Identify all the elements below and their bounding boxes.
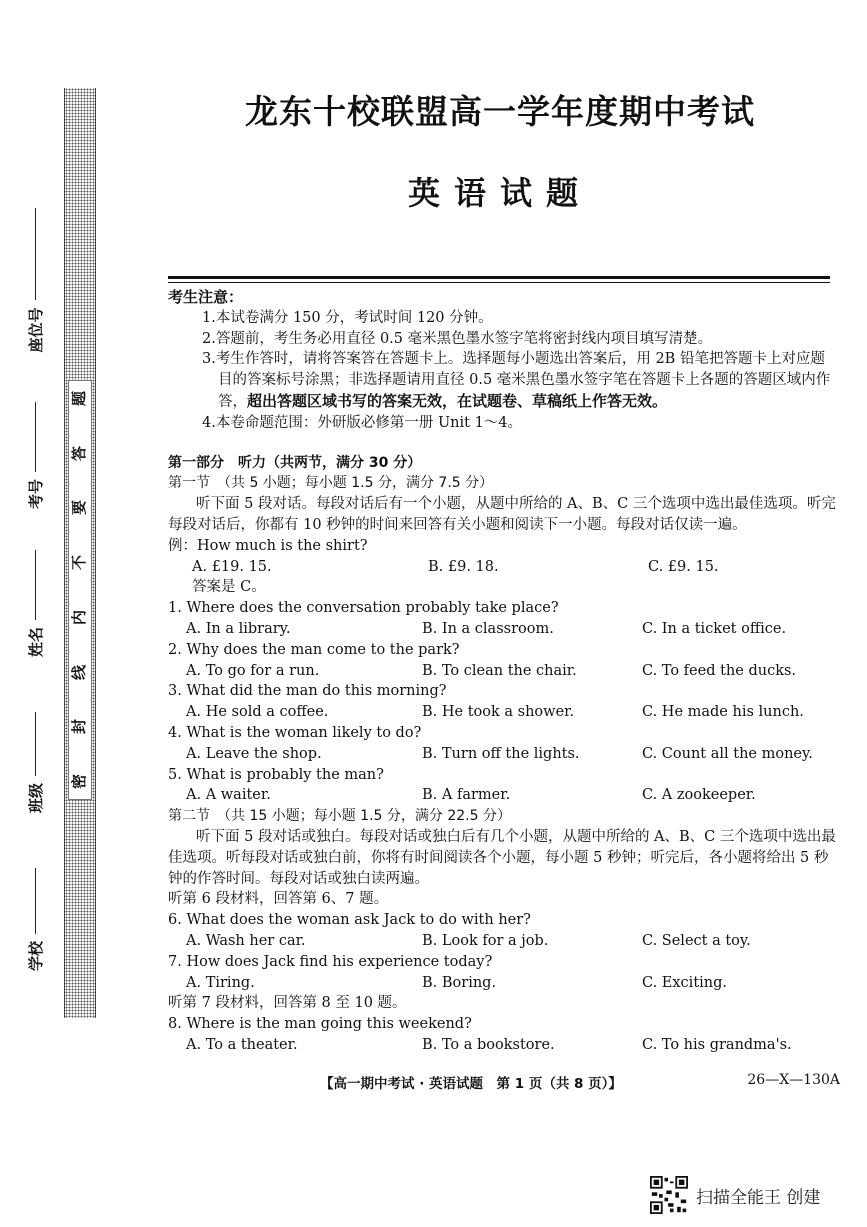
scanner-label: 扫描全能王 创建: [696, 1187, 821, 1208]
name-field[interactable]: [20, 550, 50, 664]
option: A. In a library.: [186, 620, 291, 637]
option: C. £9. 15.: [648, 558, 719, 575]
question: 6. What does the woman ask Jack to do with her?: [168, 912, 531, 929]
option: A. A waiter.: [186, 787, 271, 804]
part-title: 第一部分 听力（共两节，满分 30 分）: [168, 454, 422, 471]
option: A. To a theater.: [186, 1036, 298, 1053]
class-label: 班级: [26, 783, 45, 814]
option: B. £9. 18.: [428, 558, 499, 575]
material-note: 听第 7 段材料，回答第 8 至 10 题。: [168, 995, 407, 1012]
fill-line: [35, 868, 36, 934]
header-rule-thin: [168, 282, 830, 283]
seal-line-text: [68, 380, 92, 800]
exam-title: 龙东十校联盟高一学年度期中考试: [245, 92, 755, 131]
seal-char: 密: [70, 773, 89, 789]
seal-char: 题: [70, 390, 89, 407]
option: A. Leave the shop.: [186, 745, 322, 762]
option: B. To clean the chair.: [422, 662, 577, 679]
notice-item: 1.本试卷满分 150 分，考试时间 120 分钟。: [202, 309, 493, 326]
notice-item: 4.本卷命题范围：外研版必修第一册 Unit 1～4。: [202, 414, 523, 431]
seal-char: 封: [70, 719, 89, 735]
section-title: 第二节 （共 15 小题；每小题 1.5 分，满分 22.5 分）: [168, 808, 511, 825]
option: A. Tiring.: [186, 974, 255, 991]
option: C. A zookeeper.: [642, 787, 756, 804]
option: C. Select a toy.: [642, 932, 751, 949]
options: [168, 973, 838, 994]
options: [168, 702, 838, 723]
option: B. A farmer.: [422, 787, 511, 804]
fill-line: [35, 208, 36, 300]
seal-char: 不: [70, 555, 89, 571]
options: [168, 785, 838, 806]
question: 4. What is the woman likely to do?: [168, 724, 422, 741]
option: A. He sold a coffee.: [186, 704, 329, 721]
instructions: 听下面 5 段对话或独白。每段对话或独白后有几个小题，从题中所给的 A、B、C 三个选项中选出最佳选项。听每段对话或独白前，你将有时间阅读各个小题，每小题 5 秒钟；听完后，各小题将给出 5 秒钟的作答时间。每段对话或独白读两遍。: [168, 828, 836, 887]
example-answer: 答案是 C。: [192, 579, 266, 596]
option: B. In a classroom.: [422, 620, 554, 637]
warning-text: 超出答题区域书写的答案无效，在试题卷、草稿纸上作答无效。: [247, 391, 668, 410]
exam-number-field[interactable]: [20, 402, 50, 516]
option: B. Look for a job.: [422, 932, 549, 949]
option: C. To feed the ducks.: [642, 662, 797, 679]
section-title: 第一节 （共 5 小题；每小题 1.5 分，满分 7.5 分）: [168, 475, 494, 492]
options: [168, 1035, 838, 1056]
material-note: 听第 6 段材料，回答第 6、7 题。: [168, 891, 389, 908]
options: [168, 931, 838, 952]
notice-heading: 考生注意：: [168, 288, 244, 306]
seat-number-field[interactable]: [20, 208, 50, 360]
example-options: [168, 557, 838, 578]
option: A. To go for a run.: [186, 662, 320, 679]
notice-item: 2.答题前，考生务必用直径 0.5 毫米黑色墨水签字笔将密封线内项目填写清楚。: [202, 330, 713, 347]
option: A. Wash her car.: [186, 932, 306, 949]
question: 2. Why does the man come to the park?: [168, 641, 460, 658]
option: C. He made his lunch.: [642, 704, 804, 721]
exam-number-label: 考号: [26, 479, 45, 510]
school-label: 学校: [26, 941, 45, 972]
question: 3. What did the man do this morning?: [168, 683, 447, 700]
fill-line: [35, 712, 36, 776]
fill-line: [35, 402, 36, 472]
option: B. To a bookstore.: [422, 1036, 555, 1053]
options: [168, 619, 838, 640]
notice-item: 3.考生作答时，请将答案答在答题卡上。选择题每小题选出答案后，用 2B 铅笔把答题卡上对应题目的答案标号涂黑；非选择题请用直径 0.5 毫米黑色墨水签字笔在答题卡上各题的答题区域内作答，超出答题区域书写的答案无效，在试题卷、草稿纸上作答无效。: [202, 351, 831, 410]
seal-char: 内: [70, 609, 89, 625]
option: C. Exciting.: [642, 974, 728, 991]
options: [168, 744, 838, 765]
question: 1. Where does the conversation probably take place?: [168, 600, 559, 617]
name-label: 姓名: [26, 627, 45, 658]
exam-content: [168, 287, 838, 1056]
option: A. £19. 15.: [192, 558, 272, 575]
example-question: 例：How much is the shirt?: [168, 537, 368, 554]
fill-line: [35, 550, 36, 620]
option: C. Count all the money.: [642, 745, 813, 762]
seal-char: 线: [70, 664, 89, 680]
seat-number-label: 座位号: [26, 307, 45, 353]
seal-char: 答: [70, 445, 89, 461]
question: 5. What is probably the man?: [168, 766, 384, 783]
option: C. To his grandma's.: [642, 1036, 792, 1053]
paper-code: 26—X—130A: [747, 1072, 840, 1088]
school-field[interactable]: [20, 868, 50, 978]
subject-title: 英语试题: [407, 174, 592, 212]
option: B. Boring.: [422, 974, 497, 991]
option: C. In a ticket office.: [642, 620, 787, 637]
qr-code-icon: [650, 1176, 688, 1214]
option: B. He took a shower.: [422, 704, 575, 721]
footer-label: 【高一期中考试 · 英语试题 第 1 页（共 8 页）】: [320, 1076, 622, 1092]
instructions: 听下面 5 段对话。每段对话后有一个小题，从题中所给的 A、B、C 三个选项中选出最佳选项。听完每段对话后，你都有 10 秒钟的时间来回答有关小题和阅读下一小题。每段对话仅读一遍。: [168, 496, 836, 533]
options: [168, 661, 838, 682]
header-rule: [168, 276, 830, 279]
seal-char: 要: [70, 500, 89, 516]
scanner-watermark: [650, 1176, 820, 1214]
page-footer: [320, 1072, 840, 1092]
question: 7. How does Jack find his experience today?: [168, 953, 493, 970]
option: B. Turn off the lights.: [422, 745, 580, 762]
question: 8. Where is the man going this weekend?: [168, 1016, 472, 1033]
class-field[interactable]: [20, 712, 50, 820]
